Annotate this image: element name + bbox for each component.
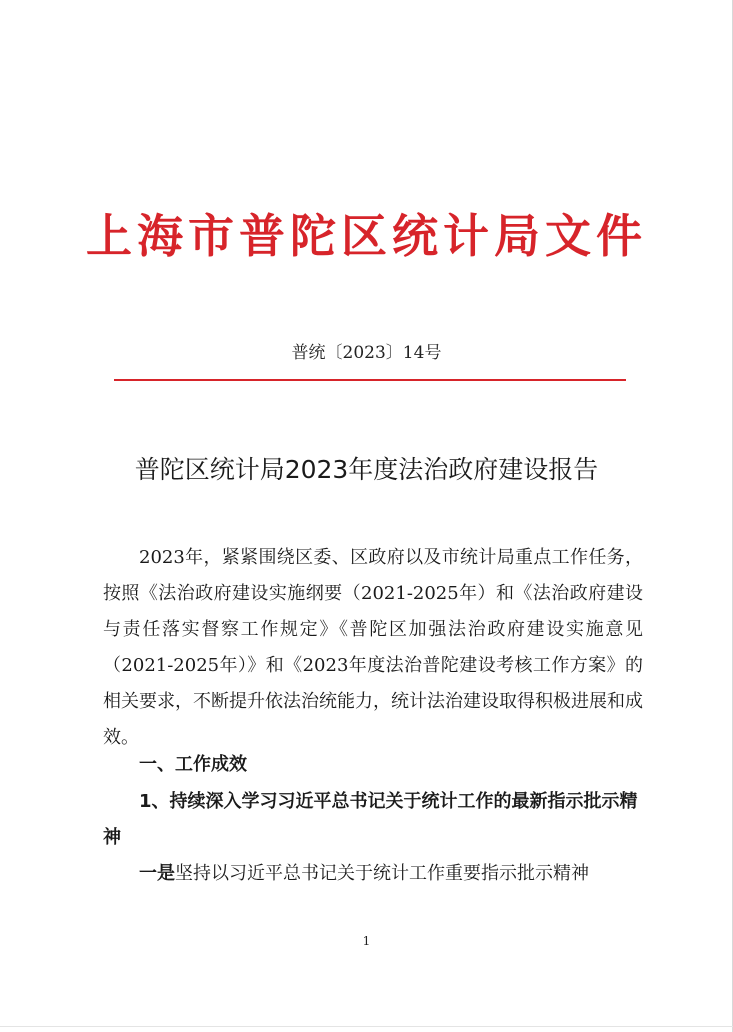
page-bottom-edge xyxy=(0,1026,733,1027)
intro-paragraph: 2023年，紧紧围绕区委、区政府以及市统计局重点工作任务，按照《法治政府建设实施纲要（2021-2025年）和《法治政府建设与责任落实督察工作规定》《普陀区加强法治政府建设实施意见（2021-2025年）》和《2023年度法治普陀建设考核工作方案》的相关要求，不断提升依法治统能力，统计法治建设取得积极进展和成效。 xyxy=(103,547,643,748)
body-paragraph xyxy=(103,856,643,892)
issuer-title: 上海市普陀区统计局文件 xyxy=(86,209,647,263)
report-title: 普陀区统计局2023年度法治政府建设报告 xyxy=(134,455,599,484)
section-heading: 一、工作成效 xyxy=(139,754,247,775)
paragraph-lead: 一是 xyxy=(139,863,175,884)
page-number: 1 xyxy=(362,934,371,948)
document-number: 普统〔2023〕14号 xyxy=(291,343,442,363)
red-divider-rule xyxy=(114,379,626,381)
subsection-heading: 1、持续深入学习习近平总书记关于统计工作的最新指示批示精神 xyxy=(103,791,638,848)
paragraph-text: 坚持以习近平总书记关于统计工作重要指示批示精神 xyxy=(175,863,589,884)
